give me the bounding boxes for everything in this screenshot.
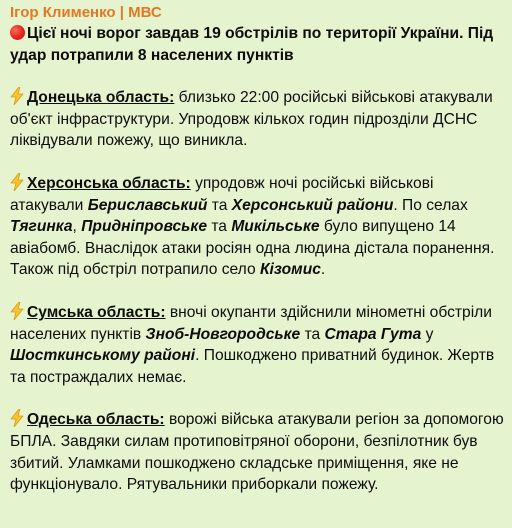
paragraph-text: упродовж ночі російські військові атакували [10,174,434,214]
message-body [10,87,506,496]
report-paragraph [10,87,506,152]
place-name: Херсонський райони [231,196,394,214]
paragraph-text: . По селах [393,196,468,214]
paragraph-text: . Пошкоджено приватний будинок. Жертв та постраждалих немає. [10,347,495,386]
paragraph-text: було випущено 14 авіабомб. Внаслідок атаки росіян одна людина дістала поранення. Також під обстріл потрапило село [10,218,495,279]
region-name: Донецька область: [27,89,175,107]
message-headline [10,23,506,66]
region-name: Херсонська область: [27,174,191,192]
author-name[interactable]: Ігор Клименко | МВС [10,4,162,21]
red-circle-icon [10,25,25,40]
place-name: Шосткинському районі [10,347,196,365]
paragraph-text: ворожі війська атакували регіон за допомогою БПЛА. Завдяки силам протиповітряної оборони, безпілотник був збитий. Уламками пошкоджено складське приміщення, яке не функціонувало. Рятувальники приборкали пожежу. [10,411,504,494]
place-name: Стара Гута [324,325,422,343]
paragraph-text: та [207,218,232,236]
lightning-icon [10,409,24,427]
report-paragraph [10,173,506,281]
lightning-icon [10,173,24,191]
place-name: Бериславський [87,196,208,214]
region-name: Сумська область: [27,303,166,321]
report-paragraph [10,302,506,388]
lightning-icon [10,87,24,105]
place-name: Тягинка [10,218,73,236]
paragraph-text: . [320,261,326,279]
region-name: Одеська область: [27,411,165,429]
paragraph-text: , [72,218,82,236]
paragraph-text: близько 22:00 російські військові атакували об'єкт інфраструктури. Упродовж кількох годин підрозділи ДСНС ліквідували пожежу, що виникла. [10,89,493,150]
report-paragraph [10,409,506,495]
paragraph-text: вночі окупанти здійснили мінометні обстріли населених пунктів [10,303,492,343]
paragraph-text: та [207,196,232,214]
headline-text: Цієї ночі ворог завдав 19 обстрілів по території України. Під удар потрапили 8 населених пунктів [10,25,494,64]
place-name: Кізомис [259,261,321,279]
place-name: Придніпровське [81,218,207,236]
paragraph-text: у [421,325,434,343]
place-name: Микільське [231,218,320,236]
paragraph-text: та [300,325,325,343]
lightning-icon [10,302,24,320]
place-name: Зноб-Новгородське [145,325,301,343]
